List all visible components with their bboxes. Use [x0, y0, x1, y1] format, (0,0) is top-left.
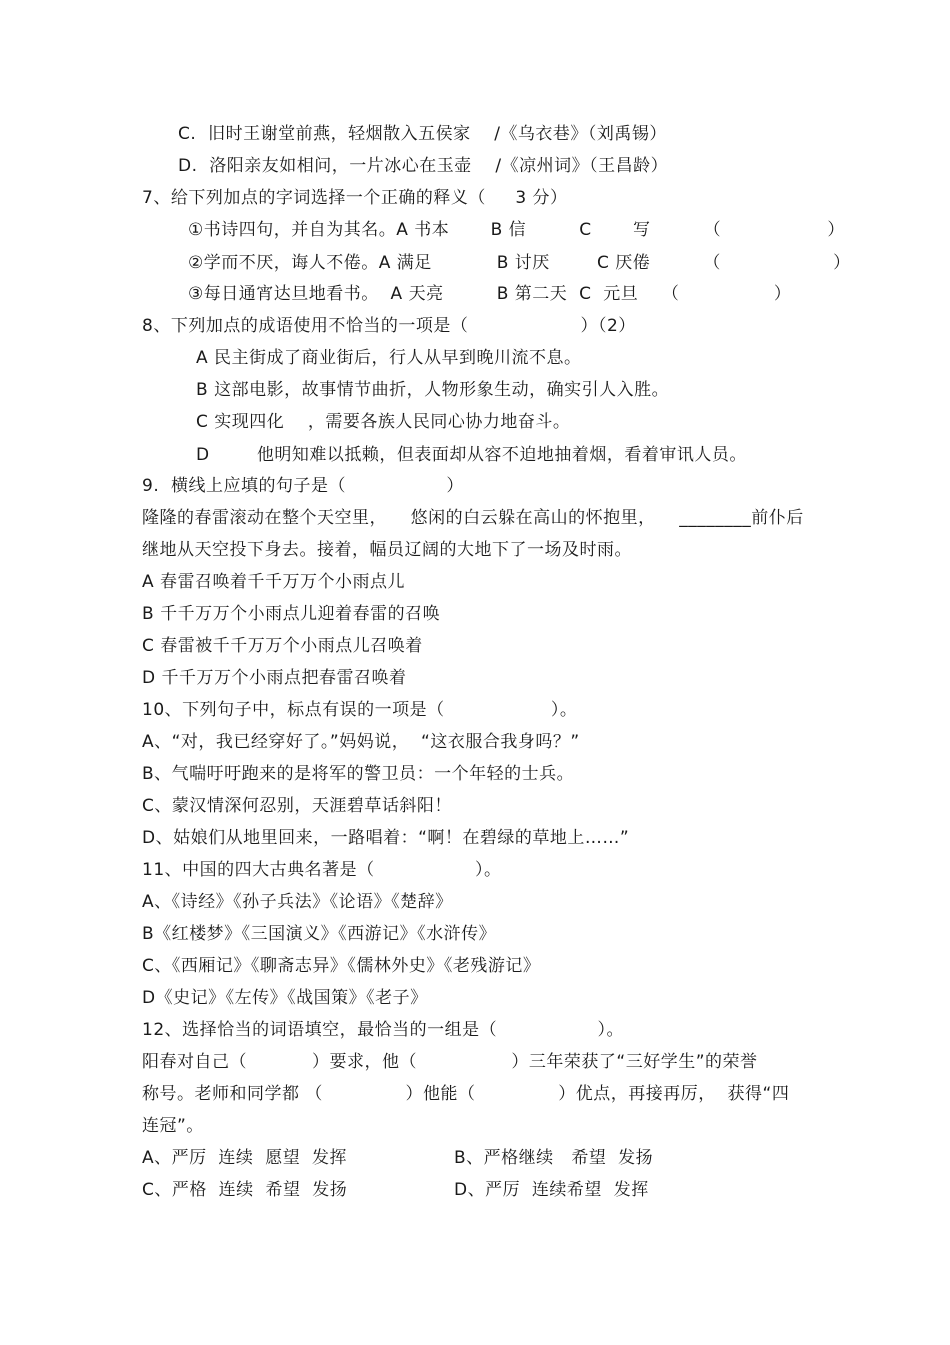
q12-passage-line-2: 称号。老师和同学都 （ ）他能（ ）优点，再接再厉， 获得“四 [142, 1084, 790, 1104]
q10-option-a: A、“对，我已经穿好了。”妈妈说， “这衣服合我身吗？” [142, 732, 580, 752]
q12-option-c: C、严格 连续 希望 发扬 [142, 1180, 348, 1200]
q8-option-d: D 他明知难以抵赖，但表面却从容不迫地抽着烟，看着审讯人员。 [196, 445, 747, 465]
q11-option-a: A、《诗经》《孙子兵法》《论语》《楚辞》 [142, 892, 453, 912]
q9-option-c: C 春雷被千千万万个小雨点儿召唤着 [142, 636, 423, 656]
q9-passage-line-1: 隆隆的春雷滚动在整个天空里， 悠闲的白云躲在高山的怀抱里， ________前仆后 [142, 508, 804, 528]
q12-passage-line-3: 连冠”。 [142, 1116, 204, 1136]
q9-option-d: D 千千万万个小雨点把春雷召唤着 [142, 668, 407, 688]
q12-option-b: B、严格继续 希望 发扬 [454, 1148, 654, 1168]
q12-stem: 12、选择恰当的词语填空，最恰当的一组是（ ）。 [142, 1020, 624, 1040]
q10-stem: 10、下列句子中，标点有误的一项是（ ）。 [142, 700, 578, 720]
q11-option-b: B《红楼梦》《三国演义》《西游记》《水浒传》 [142, 924, 497, 944]
q8-option-a: A 民主街成了商业街后，行人从早到晚川流不息。 [196, 348, 582, 368]
q9-option-a: A 春雷召唤着千千万万个小雨点儿 [142, 572, 406, 592]
q7-stem: 7、给下列加点的字词选择一个正确的释义（ 3 分） [142, 188, 568, 208]
q10-option-c: C、蒙汉情深何忍别，天涯碧草话斜阳！ [142, 796, 452, 816]
q6-option-c: C. 旧时王谢堂前燕，轻烟散入五侯家 /《乌衣巷》（刘禹锡） [178, 124, 667, 144]
q7-item-1: ①书诗四句，并自为其名。A 书本 B 信 C 写 （ ） [188, 220, 845, 240]
q6-option-d: D. 洛阳亲友如相问，一片冰心在玉壶 /《凉州词》（王昌龄） [178, 156, 669, 176]
q8-option-c: C 实现四化 ，需要各族人民同心协力地奋斗。 [196, 412, 571, 432]
q7-item-3: ③每日通宵达旦地看书。 A 天亮 B 第二天 C 元旦 （ ） [188, 284, 792, 304]
q9-passage-line-2: 继地从天空投下身去。接着，幅员辽阔的大地下了一场及时雨。 [142, 540, 632, 560]
q12-option-d: D、严厉 连续希望 发挥 [454, 1180, 649, 1200]
q8-option-b: B 这部电影，故事情节曲折，人物形象生动，确实引人入胜。 [196, 380, 670, 400]
q11-option-c: C、《西厢记》《聊斋志异》《儒林外史》《老残游记》 [142, 956, 541, 976]
q12-option-a: A、严厉 连续 愿望 发挥 [142, 1148, 348, 1168]
q11-option-d: D《史记》《左传》《战国策》《老子》 [142, 988, 428, 1008]
q12-passage-line-1: 阳春对自己（ ）要求，他（ ）三年荣获了“三好学生”的荣誉 [142, 1052, 758, 1072]
q10-option-b: B、气喘吁吁跑来的是将军的警卫员：一个年轻的士兵。 [142, 764, 575, 784]
q8-stem: 8、下列加点的成语使用不恰当的一项是（ ）（2） [142, 316, 636, 336]
q7-item-2: ②学而不厌，诲人不倦。A 满足 B 讨厌 C 厌倦 （ ） [188, 253, 851, 273]
q9-stem: 9. 横线上应填的句子是（ ） [142, 476, 464, 496]
q9-option-b: B 千千万万个小雨点儿迎着春雷的召唤 [142, 604, 441, 624]
q10-option-d: D、姑娘们从地里回来，一路唱着：“啊！在碧绿的草地上……” [142, 828, 630, 848]
q11-stem: 11、中国的四大古典名著是（ ）。 [142, 860, 502, 880]
